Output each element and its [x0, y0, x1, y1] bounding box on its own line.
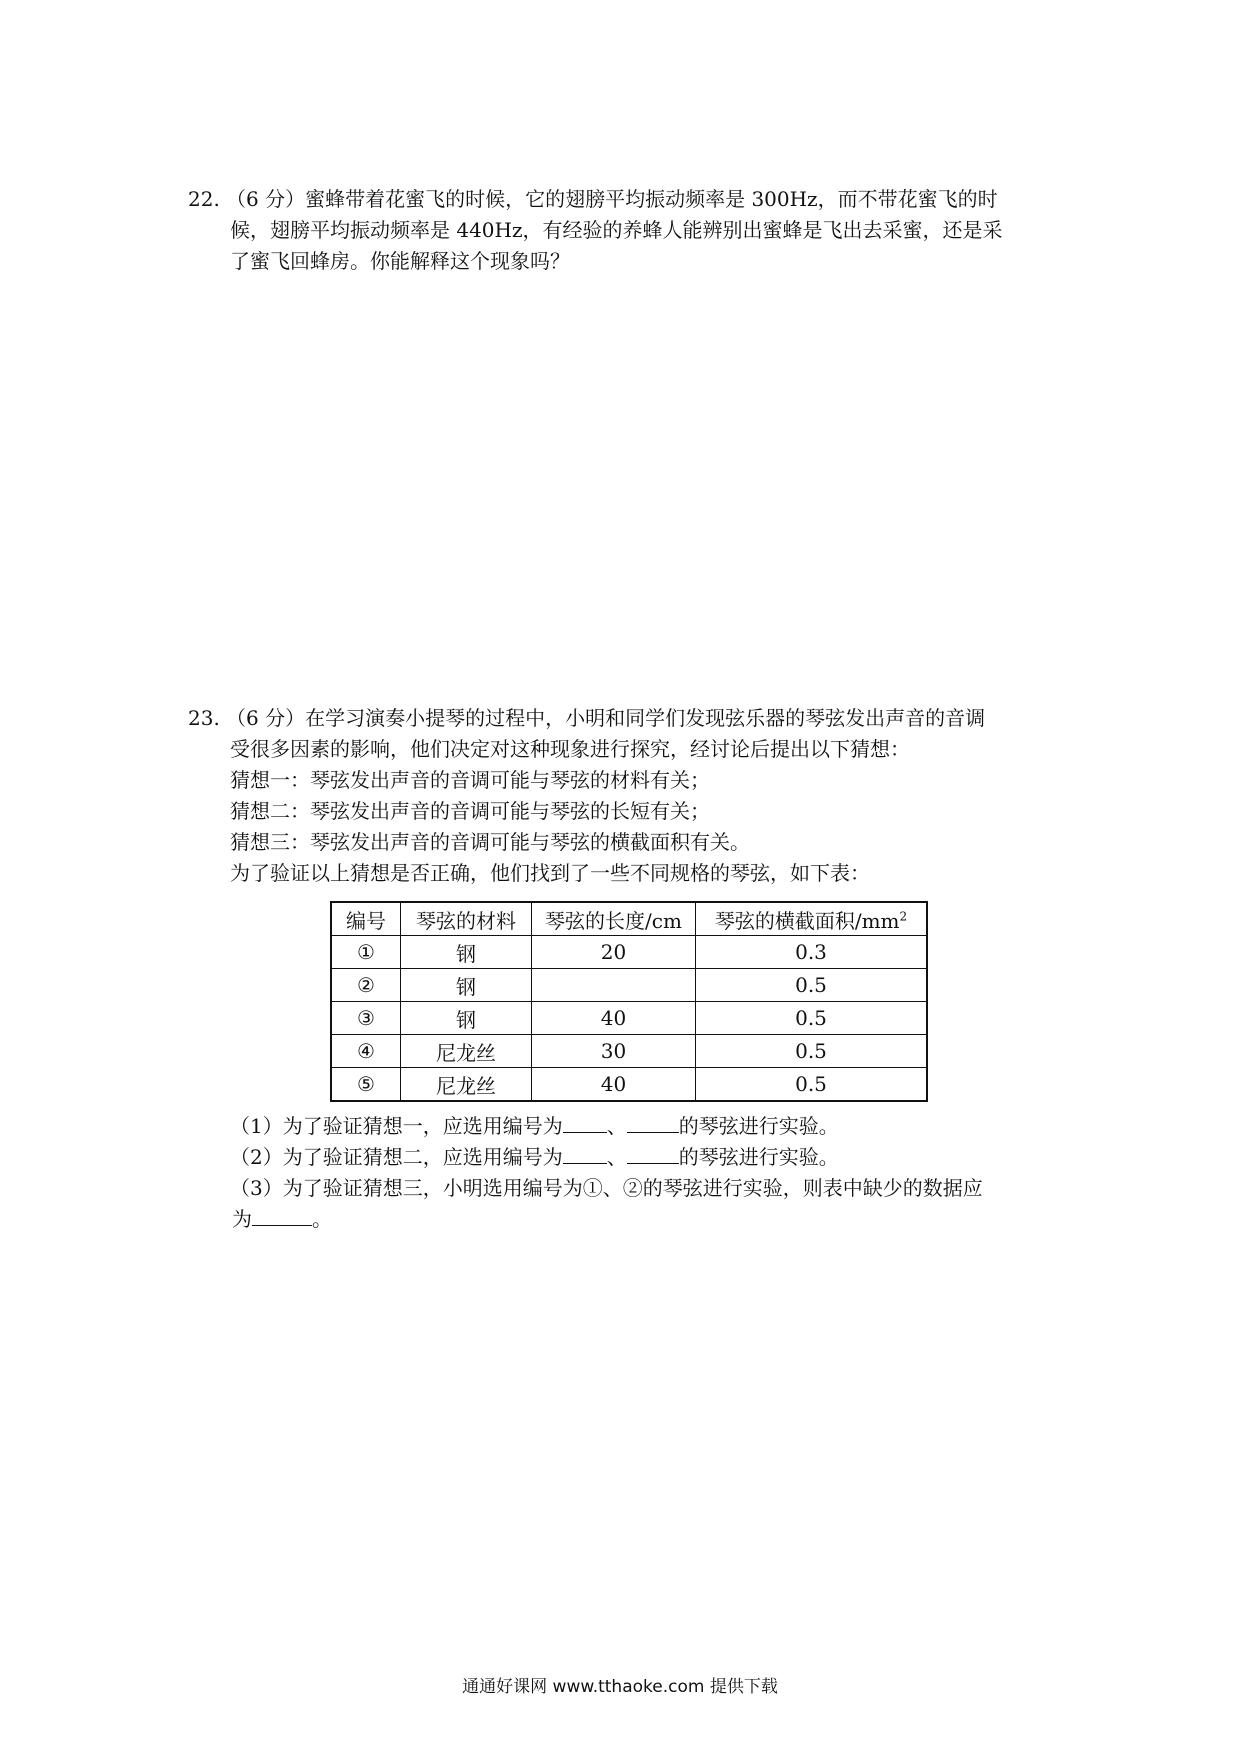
cell-length [532, 969, 696, 1002]
cell-area: 0.5 [696, 1068, 928, 1102]
cell-area: 0.5 [696, 969, 928, 1002]
string-spec-table [330, 901, 928, 1102]
q22-line-1: 22. （6 分）蜜蜂带着花蜜飞的时候，它的翅膀平均振动频率是 300Hz，而不带花蜜飞的时 [188, 184, 1068, 215]
table-row [331, 969, 927, 1002]
header-material: 琴弦的材料 [401, 902, 532, 936]
hypothesis-2: 猜想二：琴弦发出声音的音调可能与琴弦的长短有关； [230, 799, 710, 823]
answer-blank[interactable] [627, 1112, 679, 1133]
header-id: 编号 [331, 902, 401, 936]
table-row [331, 1002, 927, 1035]
answer-blank[interactable] [627, 1143, 679, 1164]
cell-material: 钢 [401, 936, 532, 969]
hypothesis-1: 猜想一：琴弦发出声音的音调可能与琴弦的材料有关； [230, 768, 710, 792]
cell-id: ③ [331, 1002, 401, 1035]
q22-number: 22. [188, 187, 220, 211]
cell-length: 30 [532, 1035, 696, 1068]
cell-material: 钢 [401, 969, 532, 1002]
question-23 [188, 703, 1068, 889]
cell-area: 0.5 [696, 1035, 928, 1068]
q23-number: 23. [188, 706, 220, 730]
question-22 [188, 184, 1068, 277]
sub-question-2: （2）为了验证猜想二，应选用编号为 、 的琴弦进行实验。 [230, 1145, 839, 1169]
table-row [331, 936, 927, 969]
cell-id: ④ [331, 1035, 401, 1068]
cell-area: 0.3 [696, 936, 928, 969]
q22-line-3: 了蜜飞回蜂房。你能解释这个现象吗？ [230, 249, 570, 273]
cell-length: 40 [532, 1002, 696, 1035]
answer-blank[interactable] [563, 1112, 607, 1133]
table-row [331, 1035, 927, 1068]
q23-line-2: 受很多因素的影响，他们决定对这种现象进行探究，经讨论后提出以下猜想： [230, 737, 910, 761]
cell-length: 40 [532, 1068, 696, 1102]
sub-question-3: （3）为了验证猜想三，小明选用编号为①、②的琴弦进行实验，则表中缺少的数据应 [230, 1176, 983, 1200]
cell-area: 0.5 [696, 1002, 928, 1035]
table-header-row [331, 902, 927, 936]
answer-blank[interactable] [252, 1205, 312, 1226]
table-intro: 为了验证以上猜想是否正确，他们找到了一些不同规格的琴弦，如下表： [230, 861, 870, 885]
header-length: 琴弦的长度/cm [532, 902, 696, 936]
sub-question-1: （1）为了验证猜想一，应选用编号为 、 的琴弦进行实验。 [230, 1114, 839, 1138]
sub-question-3-cont: 为 。 [232, 1207, 332, 1231]
cell-id: ⑤ [331, 1068, 401, 1102]
footer-source: 通通好课网 www.tthaoke.com 提供下载 [462, 1677, 778, 1697]
table-row [331, 1068, 927, 1102]
cell-id: ① [331, 936, 401, 969]
cell-material: 尼龙丝 [401, 1035, 532, 1068]
hypothesis-3: 猜想三：琴弦发出声音的音调可能与琴弦的横截面积有关。 [230, 830, 750, 854]
header-area: 琴弦的横截面积$/mm^2$ [696, 902, 928, 936]
sub-questions [230, 1111, 1070, 1235]
cell-id: ② [331, 969, 401, 1002]
cell-material: 尼龙丝 [401, 1068, 532, 1102]
q22-line-2: 候，翅膀平均振动频率是 440Hz，有经验的养蜂人能辨别出蜜蜂是飞出去采蜜，还是采 [230, 218, 1003, 242]
q23-line-1: 23. （6 分）在学习演奏小提琴的过程中，小明和同学们发现弦乐器的琴弦发出声音的音调 [188, 703, 1068, 734]
answer-blank[interactable] [563, 1143, 607, 1164]
cell-material: 钢 [401, 1002, 532, 1035]
cell-length: 20 [532, 936, 696, 969]
